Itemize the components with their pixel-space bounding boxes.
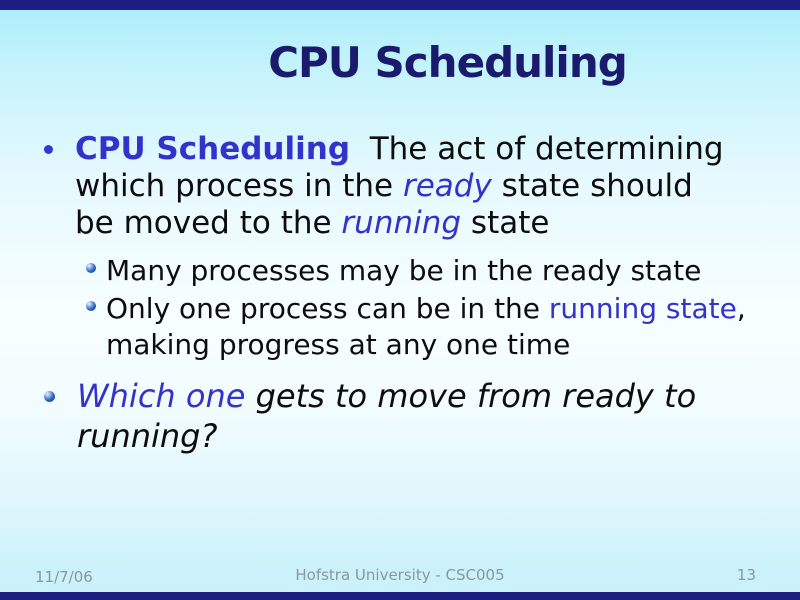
- sphere-bullet-icon: [44, 391, 55, 402]
- bullet-dot-icon: [44, 145, 53, 154]
- paragraph-text: [106, 253, 701, 289]
- bullet-paragraph-which-one: [44, 376, 784, 456]
- footer: [0, 566, 800, 590]
- text-line: [77, 416, 696, 456]
- text-line: [106, 291, 746, 327]
- text-run: Many processes may be in the ready state: [106, 254, 702, 287]
- text-line: [75, 168, 724, 205]
- text-run: running: [341, 205, 462, 241]
- text-run: Which one: [77, 377, 246, 415]
- text-line: [75, 131, 724, 168]
- text-line: [77, 376, 696, 416]
- text-run: CPU Scheduling: [75, 131, 351, 167]
- footer-date: 11/7/06: [35, 568, 93, 586]
- text-line: [106, 327, 746, 363]
- text-run: ,: [736, 292, 746, 325]
- bottom-border-bar: [0, 592, 800, 600]
- sphere-bullet-icon: [86, 263, 96, 273]
- text-run: Only one process can be in the: [106, 292, 549, 325]
- bullet-paragraph-many-processes: [86, 253, 784, 289]
- footer-page-number: 13: [736, 566, 756, 584]
- text-line: [106, 253, 701, 289]
- text-run: making progress at any one time: [106, 328, 571, 361]
- text-run: running state: [548, 292, 737, 325]
- text-run: The act of determining: [350, 131, 724, 167]
- bullet-paragraph-only-one-process: [86, 291, 784, 363]
- paragraph-text: [106, 291, 746, 363]
- text-run: state should: [491, 168, 693, 204]
- paragraph-text: [75, 131, 724, 242]
- bullet-paragraph-cpu-scheduling: [44, 131, 784, 242]
- footer-course: Hofstra University - CSC005: [295, 566, 505, 584]
- sphere-bullet-icon: [86, 301, 96, 311]
- text-run: be moved to the: [75, 205, 342, 241]
- text-line: [75, 205, 724, 242]
- top-border-bar: [0, 0, 800, 10]
- text-run: which process in the: [75, 168, 403, 204]
- text-run: state: [461, 205, 550, 241]
- slide-body: [44, 131, 784, 456]
- slide-title: CPU Scheduling: [268, 38, 627, 87]
- paragraph-text: [77, 376, 696, 456]
- text-run: ready: [402, 168, 492, 204]
- text-run: gets to move from ready to: [245, 377, 697, 415]
- text-run: running?: [77, 417, 218, 455]
